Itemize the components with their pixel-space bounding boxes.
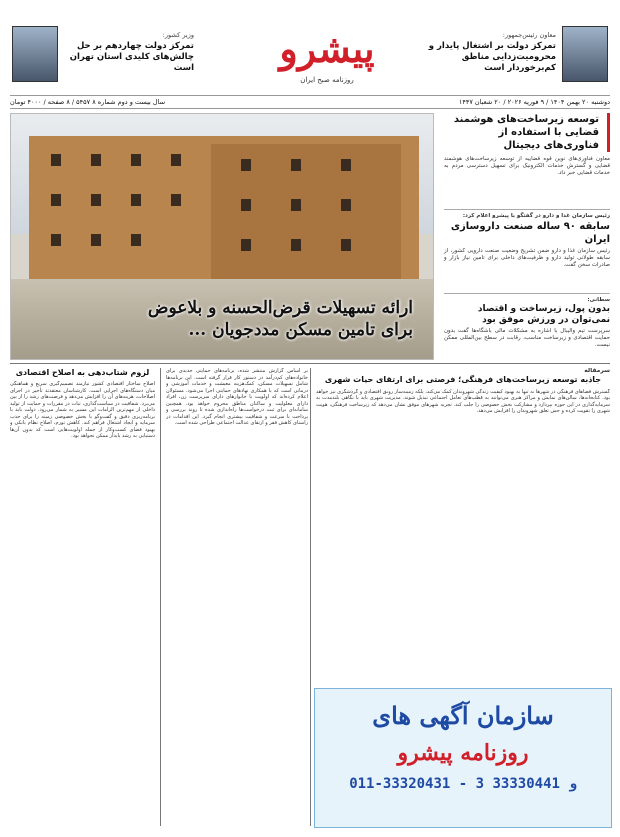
- story-2-title: سابقه ۹۰ ساله صنعت داروسازی ایران: [450, 221, 610, 245]
- hero-headline-line1: ارائه تسهیلات قرض‌الحسنه و بلاعوض: [147, 298, 413, 318]
- hero-building-wing: [211, 144, 401, 286]
- right-headline[interactable]: [426, 30, 556, 74]
- window: [131, 154, 141, 166]
- story-1[interactable]: [444, 113, 610, 193]
- column-left[interactable]: [10, 368, 155, 826]
- story-2-body: رئیس سازمان غذا و دارو ضمن تشریح وضعیت صنعت دارویی کشور، از سابقه طولانی تولید دارو و ظرفیت‌های داخلی برای تامین نیاز بازار و صادرات سخن گفت.: [444, 248, 610, 268]
- story-2[interactable]: [444, 209, 610, 291]
- window: [131, 234, 141, 246]
- left-portrait: [12, 26, 58, 82]
- story-3[interactable]: [444, 293, 610, 361]
- masthead: [10, 8, 610, 92]
- window: [341, 239, 351, 251]
- window: [291, 199, 301, 211]
- ad-line-1: سازمان آگهی های: [372, 701, 554, 730]
- section-divider: [10, 363, 610, 364]
- window: [91, 234, 101, 246]
- window: [91, 154, 101, 166]
- column-right[interactable]: [316, 368, 610, 682]
- story-3-kicker: سطانی:: [587, 297, 610, 303]
- window: [291, 159, 301, 171]
- hero-photo[interactable]: [10, 113, 434, 360]
- right-headline-kicker: معاون رئیس‌جمهور:: [502, 31, 556, 39]
- story-3-body: سرپرست تیم والیبال با اشاره به مشکلات مالی باشگاه‌ها گفت بدون حمایت اقتصادی و زیرساخت مناسب، رقابت در سطح بین‌المللی ممکن نیست.: [444, 328, 610, 348]
- right-news-column: [444, 113, 610, 358]
- window: [51, 194, 61, 206]
- dateline-right: دوشنبه ۲۰ بهمن ۱۴۰۴ / ۹ فوریه ۲۰۲۶ / ۲۰ شعبان ۱۴۴۷: [458, 98, 610, 106]
- window: [171, 154, 181, 166]
- ad-line-2: روزنامه پیشرو: [397, 740, 529, 766]
- left-headline[interactable]: [64, 30, 194, 74]
- column-right-title: جاذبه توسعه زیرساخت‌های فرهنگی؛ فرصتی برای ارتقای حیات شهری: [324, 374, 602, 384]
- window: [51, 154, 61, 166]
- window: [341, 159, 351, 171]
- window: [171, 194, 181, 206]
- right-headline-text: تمرکز دولت بر اشتغال پایدار و محرومیت‌زدایی مناطق کم‌برخوردار است: [428, 41, 556, 73]
- column-rule: [160, 368, 161, 826]
- column-middle[interactable]: [166, 368, 308, 826]
- story-1-title: توسعه زیرساخت‌های هوشمند قضایی با استفاده از فناوری‌های دیجیتال: [444, 113, 610, 152]
- ad-phone: 011-33320431 - 3 و 33330441: [349, 776, 577, 792]
- left-headline-kicker: وزیر کشور:: [162, 31, 194, 39]
- story-3-title: بدون پول، زیرساخت و اقتصاد نمی‌توان در ورزش موفق بود: [477, 304, 610, 325]
- window: [91, 194, 101, 206]
- column-left-title: لزوم شتاب‌دهی به اصلاح اقتصادی: [15, 368, 150, 377]
- hero-headline[interactable]: [83, 297, 413, 341]
- hero-headline-line2: برای تامین مسکن مددجویان ...: [188, 320, 413, 340]
- logo-text: پیشرو: [279, 26, 375, 71]
- story-1-body: معاون فناوری‌های نوین قوه قضاییه از توسعه زیرساخت‌های هوشمند قضایی و گسترش خدمات الکترونیک برای تسهیل دسترسی مردم به خدمات قضایی خبر داد.: [444, 156, 610, 176]
- ad-box[interactable]: [314, 688, 612, 828]
- window: [241, 199, 251, 211]
- left-headline-text: تمرکز دولت چهاردهم بر حل چالش‌های کلیدی استان تهران است: [69, 41, 194, 73]
- column-left-body: اصلاح ساختار اقتصادی کشور نیازمند تصمیم‌گیری سریع و هماهنگی میان دستگاه‌های اجرایی است. کارشناسان معتقدند تأخیر در اجرای اصلاحات، هزینه‌های آن را افزایش می‌دهد و فرصت‌های رشد را از بین می‌برد. شفافیت در سیاست‌گذاری، ثبات در مقررات و حمایت از تولید داخلی از مهم‌ترین الزامات این مسیر به شمار می‌رود. دولت باید با برنامه‌ریزی دقیق و گفت‌وگو با بخش خصوصی زمینه را برای جذب سرمایه و ایجاد اشتغال فراهم کند. کاهش تورم، اصلاح نظام بانکی و بهبود فضای کسب‌وکار از جمله اولویت‌هایی است که بدون آن‌ها دستیابی به رشد پایدار ممکن نخواهد بود.: [10, 381, 155, 439]
- window: [341, 199, 351, 211]
- story-2-kicker: رئیس سازمان غذا و دارو در گفتگو با پیشرو اعلام کرد:: [462, 213, 610, 219]
- dateline-left: سال بیست و دوم شماره ۸ ۵۴۵۷ / ۸ صفحه / ۴۰۰۰ تومان: [10, 98, 166, 106]
- window: [131, 194, 141, 206]
- right-portrait: [562, 26, 608, 82]
- column-right-kicker: سرمقاله: [584, 368, 610, 374]
- window: [241, 239, 251, 251]
- dateline: [10, 95, 610, 109]
- window: [291, 239, 301, 251]
- logo: [262, 22, 392, 92]
- window: [51, 234, 61, 246]
- column-right-body: گسترش فضاهای فرهنگی در شهرها نه تنها به بهبود کیفیت زندگی شهروندان کمک می‌کند، بلکه زمینه‌ساز رونق اقتصادی و گردشگری نیز خواهد بود. کتابخانه‌ها، سالن‌های نمایش و مراکز هنری می‌توانند به قطب‌های تعامل اجتماعی تبدیل شوند. مدیریت شهری باید با نگاهی بلندمدت به سرمایه‌گذاری در این حوزه بپردازد و مشارکت بخش خصوصی را جلب کند. تجربه شهرهای موفق نشان می‌دهد که زیرساخت فرهنگی، هویت شهری را تقویت کرده و حس تعلق شهروندان را افزایش می‌دهد.: [316, 388, 610, 414]
- window: [241, 159, 251, 171]
- column-rule: [310, 368, 311, 826]
- column-middle-body: بر اساس گزارش منتشر شده، برنامه‌های حمایتی جدیدی برای خانواده‌های کم‌درآمد در دستور کار قرار گرفته است. این برنامه‌ها شامل تسهیلات مسکن، کمک‌هزینه معیشت و خدمات آموزشی و درمانی است که با همکاری نهادهای حمایتی اجرا می‌شود. مسئولان اعلام کرده‌اند که اولویت با خانوارهای دارای سرپرست زن، افراد دارای معلولیت و ساکنان مناطق محروم خواهد بود. همچنین سامانه‌ای برای ثبت درخواست‌ها راه‌اندازی شده تا روند بررسی و پرداخت با سرعت و شفافیت بیشتری انجام گیرد. این اقدامات در راستای کاهش فقر و ارتقای عدالت اجتماعی طراحی شده است.: [166, 368, 308, 426]
- logo-subtitle: روزنامه صبح ایران: [300, 76, 354, 84]
